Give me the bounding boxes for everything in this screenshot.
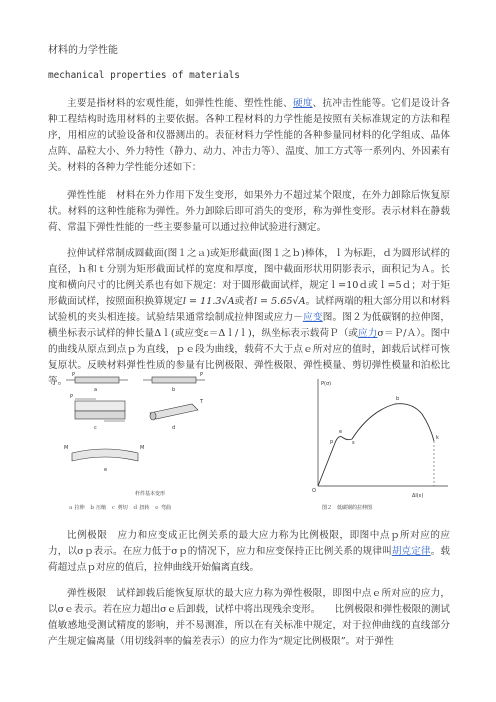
paragraph-tensile-text-4: σ＝Ｐ/Ａ）。图中的曲线从原点到点ｐ为直线，ｐｅ段为曲线，载荷不大于点ｅ所对应的值时，卸载后试样可恢复原状。反映材料弹性性质的参量有比例极限、弹性极限、弹性模量、剪切弹性模量和泊松比等。 (48, 328, 451, 387)
block-c-lower (75, 411, 125, 419)
paragraph-elastic-limit: 弹性极限 试样卸载后能恢复原状的最大应力称为弹性极限，即图中点ｅ所对应的应力，以σｅ表示。若在应力超出σｅ后卸载，试样中将出现残余变形。 比例极限和弹性极限的测试值敏感地受测试精度的影响，并不易测准，所以在有关标准中规定，对于拉伸曲线的直线部分产生规定偏离量（用切线斜率的偏差表示）的应力作为“规定比例极限”。对于弹性 (48, 588, 450, 647)
label-d-T: T (200, 399, 204, 405)
stress-strain-curve (318, 404, 434, 486)
formula-or: 或者 (234, 296, 254, 307)
paragraph-proportional-text-2: 。载荷超过点ｐ对应的值后，拉伸曲线开始偏离直线。 (48, 546, 451, 573)
paragraph-tensile-text-2: 。试样两端的粗大部分用以和材料试验机的夹头相连接。试验结果通常绘制成拉伸图或应力－ (48, 296, 451, 323)
origin-label: O (312, 488, 316, 494)
link-hooke-law[interactable]: 胡克定律 (391, 546, 431, 557)
label-c-P: P (70, 394, 74, 400)
paragraph-tensile-text-1: 拉伸试样常制成圆截面(图１之ａ)或矩形截面(图１之ｂ)棒体，ｌ为标距，ｄ为圆形试样的直径，ｈ和ｔ分别为矩形截面试样的宽度和厚度，图中截面形状用阴影表示，面积记为Ａ。长度和横向尺寸的比例关系也有如下规定：对于圆形截面试样，规定ｌ=10ｄ或ｌ=5ｄ；对于矩形截面试样，按照面积换算规定 (48, 248, 450, 307)
figure-right-stress-strain (312, 379, 448, 511)
shaft-d-end (150, 412, 156, 420)
formula-rect-1: l = 11.3√A (182, 296, 235, 307)
x-axis-label: Δl(ε) (412, 493, 424, 499)
figure-left-title: 杆件基本变形 (135, 491, 166, 497)
paragraph-tensile-specimen (48, 246, 450, 390)
paragraph-elasticity: 弹性性能 材料在外力作用下发生变形，如果外力不超过某个限度，在外力卸除后恢复原状。材料的这种性能称为弹性。外力卸除后即可消失的变形，称为弹性变形。表示材料在静载荷、常温下弹性性能的一些主要参量可以通过拉伸试验进行测定。 (48, 190, 450, 233)
shaft-d (150, 404, 198, 419)
figure-left-deformations (64, 372, 205, 511)
link-hardness[interactable]: 硬度 (293, 98, 313, 109)
figure-tensile (60, 371, 455, 517)
paragraph-intro-text-2: 、抗冲击性能等。它们是设计各种工程结构时选用材料的主要依据。各种工程材料的力学性能是按照有关标准规定的方法和程序，用相应的试验设备和仪器测出的。表征材料力学性能的各种参量同材料的化学组成、晶体点阵、晶粒大小、外力特性（静力、动力、冲击力等）、温度、加工方式等一系列内、外因素有关。材料的各种力学性能分述如下： (48, 98, 451, 173)
label-b-P: P (200, 372, 204, 378)
figure-right-caption: 图２ 低碳钢的拉伸图 (322, 505, 373, 511)
block-c (75, 401, 125, 411)
label-e-M-left: M (64, 445, 69, 451)
label-d: d (172, 425, 176, 431)
point-k: k (436, 435, 439, 441)
point-b: b (396, 396, 400, 402)
beam-e (72, 449, 138, 461)
paragraph-tensile-text-3: 图。图２为低碳钢的拉伸图，横坐标表示试样的伸长量Δｌ(或应变ε＝Δｌ/ｌ)，纵坐标表示载荷Ｐ（或 (48, 312, 451, 339)
figure-left-caption: ａ 拉伸 ｂ 压缩 ｃ 剪切 ｄ 扭转 ｅ 弯曲 (68, 505, 171, 511)
formula-rect-2: l = 5.65√A (253, 296, 306, 307)
label-b: b (172, 387, 176, 393)
label-a-P: P (72, 372, 76, 378)
y-axis-label: P(σ) (321, 381, 332, 387)
doc-title: 材料的力学性能 (48, 45, 118, 56)
link-strain[interactable]: 应变 (302, 312, 323, 323)
point-e: e (339, 429, 343, 435)
doc-subtitle: mechanical properties of materials (48, 70, 240, 81)
label-e-M-right: M (140, 445, 145, 451)
paragraph-intro-text-1: 主要是指材料的宏观性能，如弹性性能、塑性性能、 (67, 98, 294, 109)
point-s: s (352, 440, 355, 446)
link-stress[interactable]: 应力 (358, 328, 378, 339)
paragraph-proportional-limit (48, 528, 450, 576)
paragraph-proportional-text-1: 比例极限 应力和应变成正比例关系的最大应力称为比例极限，即图中点ｐ所对应的应力，以σｐ表示。在应力低于σｐ的情况下，应力和应变保持正比例关系的规律叫 (48, 530, 450, 557)
bar-b (152, 377, 196, 383)
bar-a (75, 377, 119, 383)
label-c: c (94, 425, 97, 431)
paragraph-intro (48, 96, 450, 176)
label-a: a (94, 387, 98, 393)
label-e: e (104, 467, 108, 473)
point-p: p (330, 439, 334, 445)
